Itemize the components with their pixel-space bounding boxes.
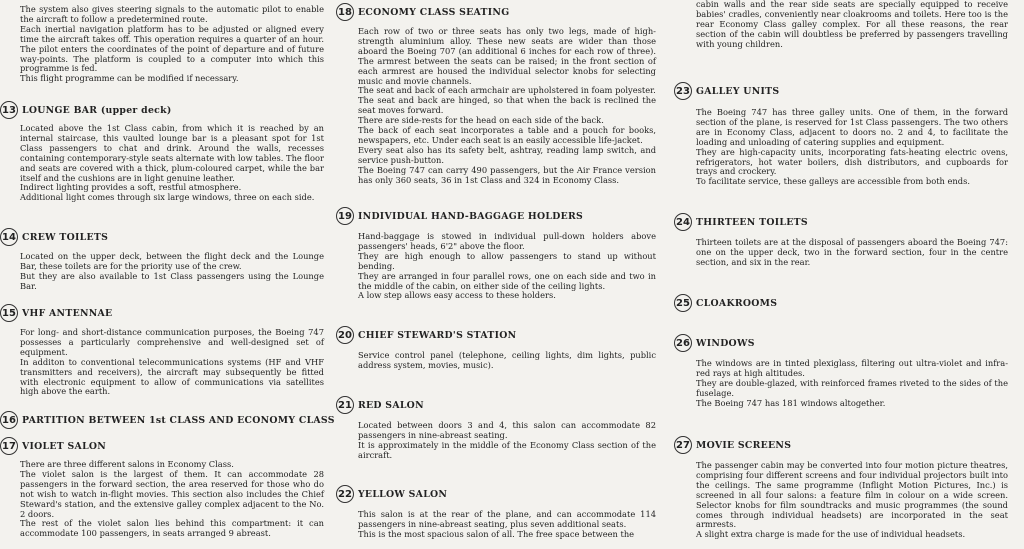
section-17-heading: [0, 436, 106, 456]
section-number-badge: 20: [336, 326, 354, 344]
section-title: PARTITION BETWEEN 1st CLASS AND ECONOMY CLASS: [22, 414, 335, 426]
section-22-heading: [336, 484, 447, 504]
section-21-heading: [336, 395, 424, 415]
section-18-heading: [336, 2, 509, 22]
section-13-text: Located above the 1st Class cabin, from which it is reached by an internal staircase, this vaulted lounge bar is a pleasant spot for 1st Class passengers to chat and drink. Around the walls, recesses containing contemporary-style seats alternate with low tables. The floor and seats are covered with a thick, plum-coloured carpet, while the bar itself and the cushions are in light genuine leather. Indirect lighting provides a soft, restful atmosphere. Additional light comes through six large windows, three on each side.: [20, 123, 324, 203]
section-13-heading: [0, 100, 172, 120]
continued-paragraph: cabin walls and the rear side seats are specially equipped to receive babies' cradles, conveniently near cloakrooms and toilets. Here too is the rear Economy Class galley complex. For all these reasons, the rear section of the cabin will doubtless be preferred by passengers travelling with young children.: [696, 0, 1008, 49]
section-title: ECONOMY CLASS SEATING: [358, 6, 510, 18]
section-22-text: This salon is at the rear of the plane, and can accommodate 114 passengers in nine-abreast seating, plus seven additional seats. This is the most spacious salon of all. The free space between the: [358, 509, 656, 539]
section-27-heading: [674, 435, 791, 455]
section-20-text: Service control panel (telephone, ceiling lights, dim lights, public address system, movies, music).: [358, 350, 656, 370]
section-21-text: Located between doors 3 and 4, this salon can accommodate 82 passengers in nine-abreast seating. It is approximately in the middle of the Economy Class section of the aircraft.: [358, 420, 656, 460]
section-23-heading: [674, 81, 779, 101]
section-15-text: For long- and short-distance communication purposes, the Boeing 747 possesses a particularly comprehensive and well-designed set of equipment. In additon to conventional telecommunications systems (HF and VHF transmitters and receivers), the aircraft may subsequently be fitted with electronic equipment to allow of communications via satellites high above the earth.: [20, 327, 324, 397]
section-title: WINDOWS: [696, 337, 755, 349]
section-25-heading: [674, 293, 777, 313]
section-number-badge: 22: [336, 485, 354, 503]
section-title: CREW TOILETS: [22, 231, 109, 243]
section-number-badge: 26: [674, 334, 692, 352]
section-26-heading: [674, 333, 755, 353]
section-14-heading: [0, 227, 108, 247]
section-26-text: The windows are in tinted plexiglass, filtering out ultra-violet and infra-red rays at high altitudes. They are double-glazed, with reinforced frames riveted to the sides of the fuselage. The Boeing 747 has 181 windows altogether.: [696, 358, 1008, 408]
section-number-badge: 25: [674, 294, 692, 312]
section-number-badge: 19: [336, 207, 354, 225]
section-17-text: There are three different salons in Economy Class. The violet salon is the largest of them. It can accommodate 28 passengers in the forward section, the area reserved for those who do not wish to watch in-flight movies. This section also includes the Chief Steward's station, and the extensive galley complex adjacent to the No. 2 doors. The rest of the violet salon lies behind this compartment: it can accommodate 100 passengers, in seats arranged 9 abreast.: [20, 459, 324, 539]
section-number-badge: 18: [336, 3, 354, 21]
section-number-badge: 24: [674, 213, 692, 231]
section-20-heading: [336, 325, 516, 345]
section-title: VIOLET SALON: [22, 440, 107, 452]
section-27-text: The passenger cabin may be converted into four motion picture theatres, comprising four different screens and four individual projectors built into the ceilings. The same programme (Inflight Motion Pictures, Inc.) is screened in all four salons: a feature film in colour on a wide screen. Selector knobs for film soundtracks and music programmes (the sound comes through individual headsets) are incorporated in the seat armrests. A slight extra charge is made for the use of individual headsets.: [696, 460, 1008, 540]
section-24-heading: [674, 212, 808, 232]
section-18-text: Each row of two or three seats has only two legs, made of high-strength aluminium alloy. These new seats are wider than those aboard the Boeing 707 (an additional 6 inches for each row of three). The armrest between the seats can be raised; in the front section of each armrest are housed the individual selector knobs for selecting music and movie channels. The seat and back of each armchair are upholstered in foam polyester. The seat and back are hinged, so that when the back is reclined the seat moves forward. There are side-rests for the head on each side of the back. The back of each seat incorporates a table and a pouch for books, newspapers, etc. Under each seat is an easily accessible life-jacket. Every seat also has its safety belt, ashtray, reading lamp switch, and service push-button. The Boeing 747 can carry 490 passengers, but the Air France version has only 360 seats, 36 in 1st Class and 324 in Economy Class.: [358, 26, 656, 185]
section-number-badge: 13: [0, 101, 18, 119]
section-15-heading: [0, 303, 112, 323]
section-title: RED SALON: [358, 399, 424, 411]
section-title: VHF ANTENNAE: [22, 307, 113, 319]
section-14-text: Located on the upper deck, between the flight deck and the Lounge Bar, these toilets are for the priority use of the crew. But they are also available to 1st Class passengers using the Lounge Bar.: [20, 251, 324, 291]
section-number-badge: 27: [674, 436, 692, 454]
section-title: CHIEF STEWARD'S STATION: [358, 329, 517, 341]
section-number-badge: 21: [336, 396, 354, 414]
section-number-badge: 16: [0, 411, 18, 429]
section-number-badge: 14: [0, 228, 18, 246]
section-number-badge: 23: [674, 82, 692, 100]
section-title: LOUNGE BAR (upper deck): [22, 104, 172, 116]
section-title: CLOAKROOMS: [696, 297, 778, 309]
section-24-text: Thirteen toilets are at the disposal of passengers aboard the Boeing 747: one on the upper deck, two in the forward section, four in the centre section, and six in the rear.: [696, 237, 1008, 267]
section-title: THIRTEEN TOILETS: [696, 216, 808, 228]
section-16-heading: [0, 410, 335, 430]
section-title: MOVIE SCREENS: [696, 439, 792, 451]
section-19-text: Hand-baggage is stowed in individual pull-down holders above passengers' heads, 6'2" above the floor. They are high enough to allow passengers to stand up without bending. They are arranged in four parallel rows, one on each side and two in the middle of the cabin, on either side of the ceiling lights. A low step allows easy access to these holders.: [358, 231, 656, 301]
section-title: INDIVIDUAL HAND-BAGGAGE HOLDERS: [358, 210, 584, 222]
section-number-badge: 15: [0, 304, 18, 322]
section-title: YELLOW SALON: [358, 488, 448, 500]
section-23-text: The Boeing 747 has three galley units. One of them, in the forward section of the plane, is reserved for 1st Class passengers. The two others are in Economy Class, adjacent to doors no. 2 and 4, to facilitate the loading and unloading of catering supplies and equipment. They are high-capacity units, incorporating fats-heating electric ovens, refrigerators, hot water boilers, dish distributors, and cupboards for trays and crockery. To facilitate service, these galleys are accessible from both ends.: [696, 107, 1008, 187]
section-number-badge: 17: [0, 437, 18, 455]
intro-paragraph: The system also gives steering signals to the automatic pilot to enable the aircraft to follow a predetermined route. Each inertial navigation platform has to be adjusted or aligned every time the aircraft takes off. This operation requires a quarter of an hour. The pilot enters the coordinates of the point of departure and of future way-points. The platform is coupled to a computer into which this programme is fed. This flight programme can be modified if necessary.: [20, 4, 324, 84]
section-title: GALLEY UNITS: [696, 85, 780, 97]
section-19-heading: [336, 206, 583, 226]
